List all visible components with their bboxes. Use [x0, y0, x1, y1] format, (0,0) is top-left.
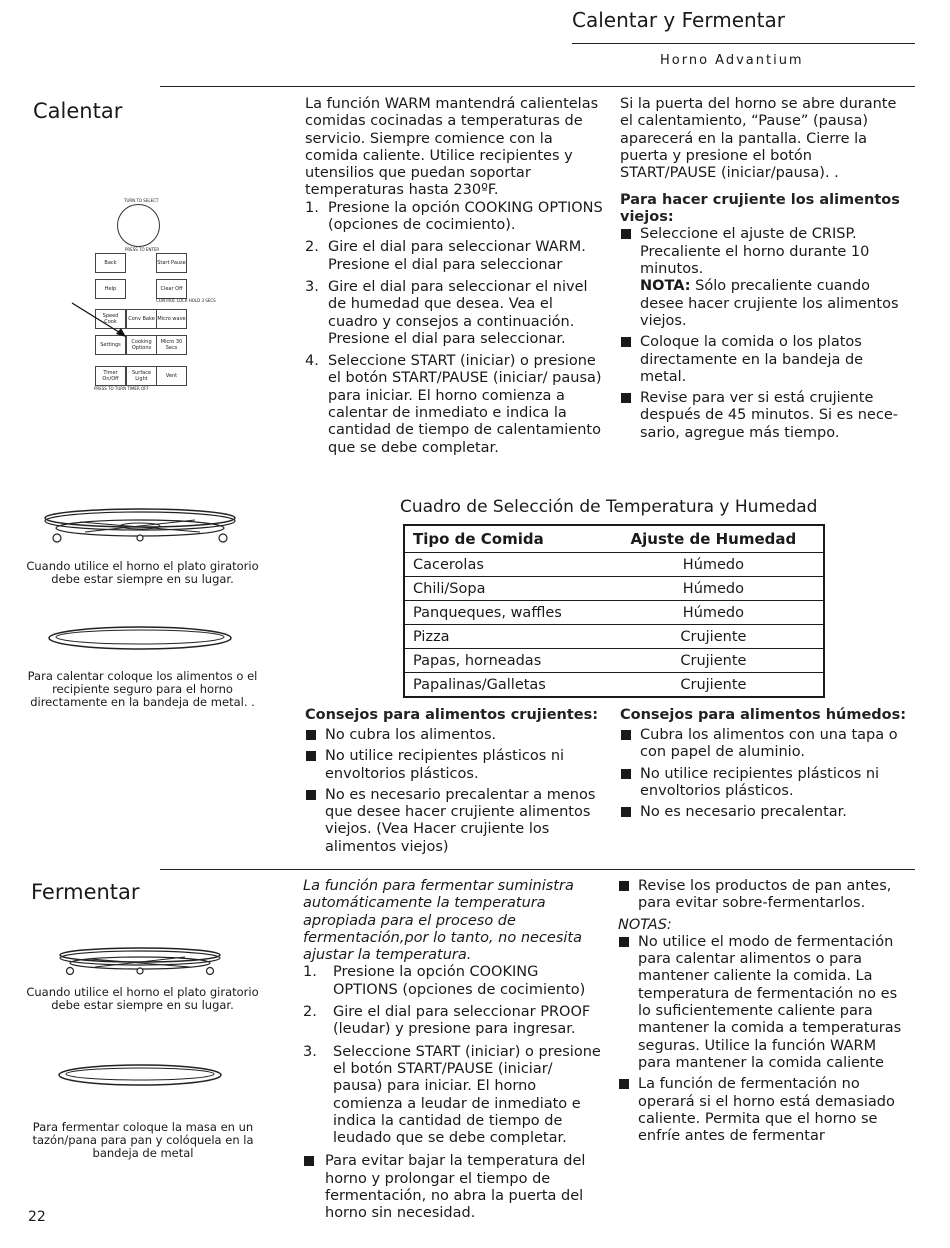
proof-bullet-list — [303, 1153, 603, 1222]
tips-moist-heading: Consejos para alimentos húmedos: — [620, 707, 907, 723]
back-button: Back — [95, 253, 126, 273]
list-item: Para evitar bajar la temperatura del horno y prolongar el tiempo de fermentación, no abra la puerta del horno sin necesidad. — [303, 1153, 603, 1222]
bullet-square-icon — [306, 730, 316, 740]
warm-steps — [305, 200, 605, 457]
section-rule-proof — [160, 869, 915, 870]
proof-intro: La función para fermentar suministra automáticamente la temperatura apropiada para el proceso de fermentación,por lo tanto, no necesita ajustar la temperatura. — [303, 878, 582, 964]
help-button: Help — [95, 279, 126, 299]
bullet-square-icon — [621, 730, 631, 740]
bullet-square-icon — [621, 393, 631, 403]
dial-bottom-label: PRESS TO ENTER — [125, 247, 160, 252]
column-header-food: Tipo de Comida — [413, 530, 544, 548]
warm-step: 1. Presione la opción COOKING OPTIONS (opciones de cocimiento). — [305, 199, 603, 234]
control-panel-illustration — [90, 195, 216, 395]
metal-tray-illustration — [45, 625, 235, 653]
bullet-square-icon — [621, 337, 631, 347]
pointer-arrow-icon — [70, 300, 130, 340]
caption-turntable-warm: Cuando utilice el horno el plato giratorio debe estar siempre en su lugar. — [26, 559, 259, 586]
bullet-square-icon — [306, 790, 316, 800]
turntable-illustration — [55, 945, 225, 980]
bullet-square-icon — [304, 1156, 314, 1166]
speed-cook-button: Speed Cook — [95, 309, 126, 329]
settings-button: Settings — [95, 335, 126, 355]
bullet-square-icon — [306, 751, 316, 761]
list-item: No es necesario precalentar a menos que desee hacer crujiente alimentos viejos. (Vea Hacer crujiente los alimentos viejos) — [305, 787, 605, 856]
proof-step: 3. Seleccione START (iniciar) o presione el botón START/PAUSE (iniciar/ pausa) para iniciar. El horno comienza a leudar de inmediato e indica la cantidad de tiempo de leudado que se debe completar. — [303, 1043, 601, 1147]
table-row: Papas, horneadas Crujiente — [404, 649, 824, 673]
dial-icon — [117, 204, 160, 247]
page-title: Calentar y Fermentar — [572, 8, 785, 32]
start-pause-button: Start Pause — [156, 253, 187, 273]
door-note: Si la puerta del horno se abre durante el calentamiento, “Pause” (pausa) aparecerá en la pantalla. Cierre la puerta y presione el botón START/PAUSE (iniciar/pausa). . — [620, 96, 897, 182]
timer-sub-label: PRESS TO TURN TIMER OFF — [94, 386, 149, 391]
timer-button: Timer On/Off — [95, 366, 126, 386]
cooking-options-button: Cooking Options — [126, 335, 157, 355]
warm-heading: Calentar — [33, 99, 123, 123]
page-number: 22 — [28, 1209, 46, 1225]
bullet-square-icon — [619, 1079, 629, 1089]
warm-text-column — [305, 96, 605, 462]
tips-moist-list — [620, 727, 910, 821]
table-row: Pizza Crujiente — [404, 625, 824, 649]
metal-tray-illustration — [55, 1063, 225, 1089]
dial-top-label: TURN TO SELECT — [124, 198, 159, 203]
caption-tray-warm: Para calentar coloque los alimentos o el recipiente seguro para el horno directamente en la bandeja de metal. . — [27, 669, 258, 709]
warm-step: 2. Gire el dial para seleccionar WARM. Presione el dial para seleccionar — [305, 239, 586, 273]
warm-intro: La función WARM mantendrá calientelas comidas cocinadas a temperaturas de servicio. Siempre comience con la comida caliente. Utilice recipientes y utensilios que puedan soportar temperaturas hasta 230ºF. — [305, 96, 599, 199]
section-rule-top — [160, 86, 915, 87]
list-item: Cubra los alimentos con una tapa o con papel de aluminio. — [620, 727, 910, 762]
table-row: Papalinas/Galletas Crujiente — [404, 673, 824, 698]
table-header-row — [404, 525, 824, 553]
microwave-button: Micro wave — [156, 309, 187, 329]
caption-turntable-proof: Cuando utilice el horno el plato giratorio debe estar siempre en su lugar. — [26, 985, 259, 1012]
proof-check-list — [618, 878, 910, 913]
crisp-list — [620, 226, 910, 442]
list-item: No utilice el modo de fermentación para calentar alimentos o para mantener caliente la comida. La temperatura de fermentación no es lo suficientemente caliente para mantener la comida a temperaturas seguras. Utilice la función WARM para mantener la comida caliente — [618, 934, 910, 1072]
bullet-square-icon — [619, 937, 629, 947]
proof-text-column — [303, 878, 603, 1227]
bullet-square-icon — [621, 807, 631, 817]
list-item: No utilice recipientes plásticos ni envoltorios plásticos. — [305, 748, 605, 783]
caption-tray-proof: Para fermentar coloque la masa en un tazón/pana para pan y colóquela en la bandeja de metal — [32, 1120, 254, 1160]
tips-moist — [620, 707, 910, 825]
title-rule — [572, 43, 915, 44]
table-row: Panqueques, waffles Húmedo — [404, 601, 824, 625]
proof-step: 1. Presione la opción COOKING OPTIONS (opciones de cocimiento) — [303, 964, 586, 998]
list-item: No utilice recipientes plásticos ni envoltorios plásticos. — [620, 766, 910, 801]
proof-text-column-2 — [618, 878, 910, 1149]
turntable-illustration — [40, 505, 240, 550]
list-item: La función de fermentación no operará si el horno está demasiado caliente. Permita que el horno se enfríe antes de fermentar — [618, 1076, 910, 1145]
surface-light-button: Surface Light — [126, 366, 157, 386]
crisp-item: Seleccione el ajuste de CRISP. Precaliente el horno durante 10 minutos. NOTA: Sólo precaliente cuando desee hacer crujiente los alimentos viejos. — [620, 226, 910, 330]
warm-step: 3. Gire el dial para seleccionar el nivel de humedad que desea. Vea el cuadro y consejos a continuación. Presione el dial para seleccionar. — [305, 278, 588, 347]
bullet-square-icon — [619, 881, 629, 891]
column-header-humidity: Ajuste de Humedad — [630, 530, 797, 548]
notes-heading: NOTAS: — [618, 916, 672, 933]
proof-steps — [303, 964, 603, 1147]
tips-crisp — [305, 707, 605, 860]
conv-bake-button: Conv Bake — [126, 309, 157, 329]
crisp-item: Coloque la comida o los platos directamente en la bandeja de metal. — [620, 334, 910, 386]
micro-30-button: Micro 30 Secs — [156, 335, 187, 355]
humidity-table — [403, 524, 825, 698]
crisp-heading: Para hacer crujiente los alimentos viejos: — [620, 192, 900, 226]
warm-step: 4. Seleccione START (iniciar) o presione el botón START/PAUSE (iniciar/ pausa) para iniciar. El horno comienza a calentar de inmediato e indica la cantidad de tiempo de calentamiento que se debe completar. — [305, 353, 602, 456]
list-item: Revise los productos de pan antes, para evitar sobre-fermentarlos. — [618, 878, 910, 913]
tips-crisp-list — [305, 727, 605, 856]
clear-off-button: Clear Off — [156, 279, 187, 299]
control-lock-label: CONTROL LOCK HOLD 3 SECS — [156, 298, 216, 303]
page-subtitle: Horno Advantium — [660, 53, 804, 68]
bullet-square-icon — [621, 769, 631, 779]
bullet-square-icon — [621, 229, 631, 239]
warm-text-column-2 — [620, 96, 910, 446]
crisp-item: Revise para ver si está crujiente después de 45 minutos. Si es nece-sario, agregue más tiempo. — [620, 390, 910, 442]
vent-button: Vent — [156, 366, 187, 386]
table-row: Chili/Sopa Húmedo — [404, 577, 824, 601]
tips-crisp-heading: Consejos para alimentos crujientes: — [305, 707, 599, 723]
table-title: Cuadro de Selección de Temperatura y Humedad — [400, 497, 818, 517]
list-item: No cubra los alimentos. — [305, 727, 605, 744]
notes-list — [618, 934, 910, 1146]
proof-step: 2. Gire el dial para seleccionar PROOF (leudar) y presione para ingresar. — [303, 1004, 591, 1038]
table-row: Cacerolas Húmedo — [404, 553, 824, 577]
proof-heading: Fermentar — [31, 880, 140, 904]
list-item: No es necesario precalentar. — [620, 804, 910, 821]
